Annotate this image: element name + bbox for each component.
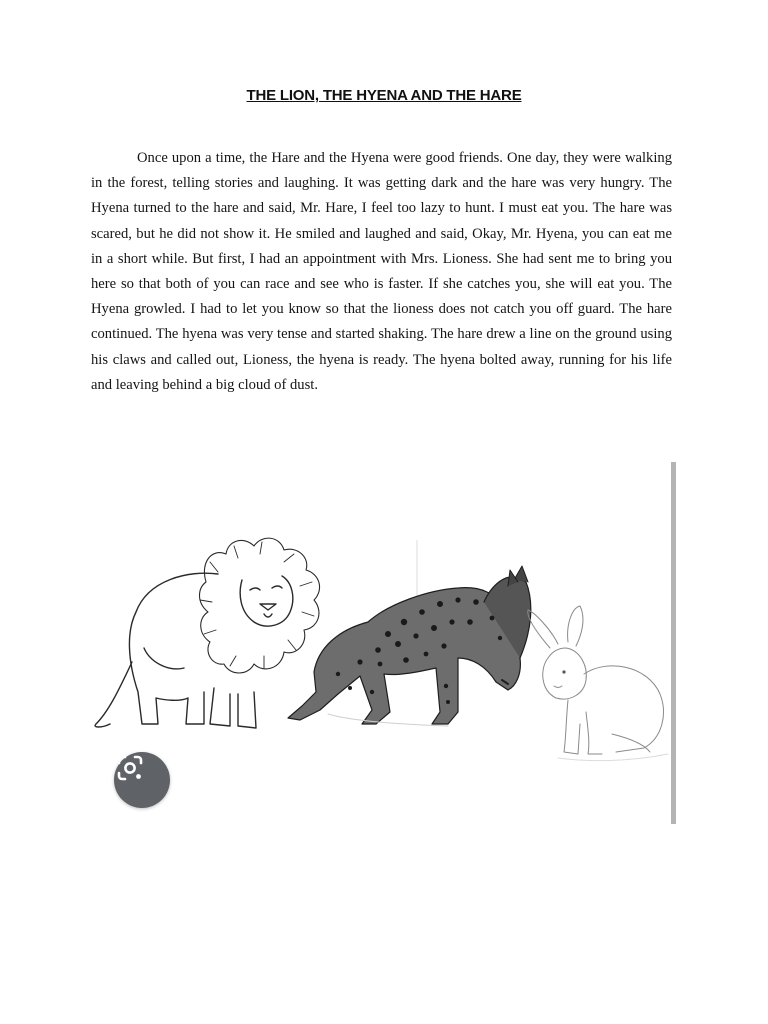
story-title: THE LION, THE HYENA AND THE HARE <box>246 87 522 104</box>
lens-search-button[interactable] <box>114 752 170 808</box>
story-text: Once upon a time, the Hare and the Hyena were good friends. One day, they were walking in the forest, telling stories and laughing. It was getting dark and the hare was very hungry. The Hyena turned to the hare and said, Mr. Hare, I feel too lazy to hunt. I must eat you. The hare was scared, but he did not show it. He smiled and laughed and said, Okay, Mr. Hyena, you can eat me in a short while. But first, I had an appointment with Mrs. Lioness. She had sent me to bring you here so that both of you can race and see who is faster. If she catches you, she will eat you. The Hyena growled. I had to let you know so that the lioness does not catch you off guard. The hare continued. The hyena was very tense and started shaking. The hare drew a line on the ground using his claws and called out, Lioness, the hyena is ready. The hyena bolted away, running for his life and leaving behind a big cloud of dust. <box>91 150 672 393</box>
lens-search-icon <box>114 752 146 784</box>
hare-drawing <box>528 606 668 761</box>
animals-illustration <box>88 462 680 824</box>
animals-drawing <box>88 462 680 824</box>
story-paragraph <box>91 146 672 398</box>
hyena-drawing <box>288 566 531 726</box>
lion-drawing <box>95 538 319 728</box>
scrollbar[interactable] <box>671 462 676 824</box>
